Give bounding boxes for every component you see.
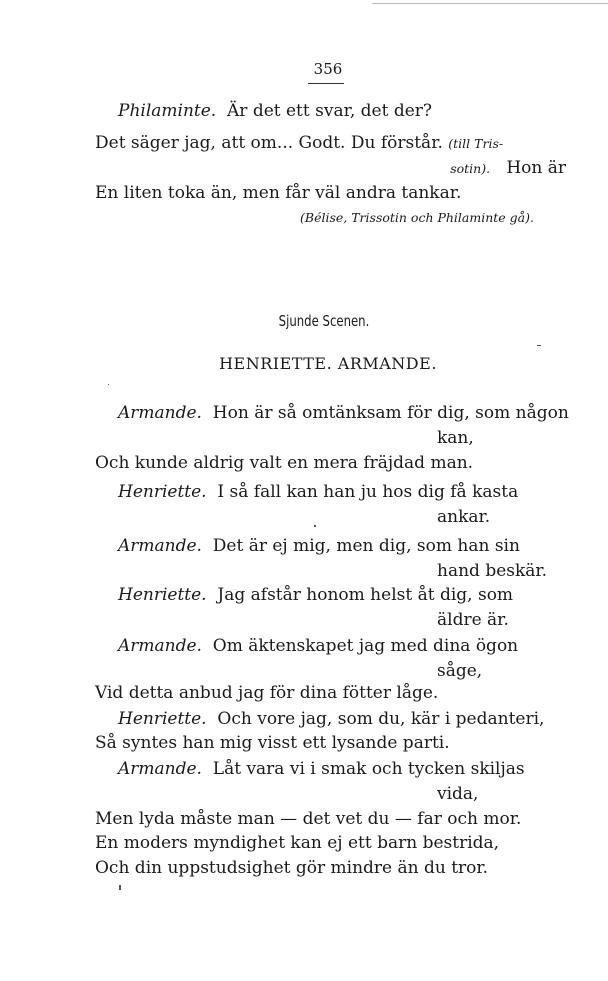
speaker-name: Henriette. [118,709,207,729]
top-rule [372,3,608,4]
verse-line: Så syntes han mig visst ett lysande parti. [95,733,450,753]
verse-line [95,135,503,152]
verse-continuation: ankar. [437,507,491,527]
scene-title: Sjunde Scenen. [278,312,370,330]
verse-continuation: hand beskär. [437,561,548,581]
verse-line [118,484,518,501]
verse-text: Är det ett svar, det der? [227,101,433,121]
stage-direction: (Bélise, Trissotin och Philaminte gå). [300,210,534,225]
page-number: 356 [313,60,343,78]
verse-text: Hon är så omtänksam för dig, som någon [212,403,569,423]
verse-line [440,160,566,177]
verse-continuation: vida, [437,784,479,804]
verse-line: Och kunde aldrig valt en mera fräjdad man. [95,453,474,473]
verse-line: Och din uppstudsighet gör mindre än du tror. [95,858,489,878]
speck [108,384,109,385]
verse-continuation: såge, [437,661,483,681]
stage-direction: sotin). [450,161,491,176]
verse-line: Vid detta anbud jag för dina fötter låge. [95,683,439,703]
verse-line [118,587,513,604]
verse-line: En moders myndighet kan ej ett barn bestrida, [95,833,500,853]
verse-line [118,538,520,555]
verse-line: Men lyda måste man — det vet du — far och mor. [95,809,522,829]
speaker-name: Armande. [118,759,202,779]
verse-continuation: äldre är. [437,610,509,630]
page-number-rule [308,83,344,84]
speaker-name: Armande. [118,536,202,556]
speaker-name: Henriette. [118,585,207,605]
speck [537,345,541,346]
verse-text: Om äktenskapet jag med dina ögon [212,636,519,656]
verse-line [118,761,525,778]
verse-text: I så fall kan han ju hos dig få kasta [217,482,519,502]
verse-line [118,711,544,728]
verse-text: Och vore jag, som du, kär i pedanteri, [217,709,545,729]
stage-direction: (till Tris- [448,136,504,151]
verse-text: En liten toka än, men får väl andra tankar. [95,183,462,203]
verse-line [118,103,432,120]
verse-line [118,638,518,655]
verse-continuation: kan, [437,428,474,448]
verse-text: Låt vara vi i smak och tycken skiljas [212,759,525,779]
verse-text: Hon är [506,158,566,178]
verse-line [118,405,569,422]
speaker-name: Henriette. [118,482,207,502]
verse-line [95,185,461,202]
speaker-name: Armande. [118,403,202,423]
verse-text: Jag afstår honom helst åt dig, som [217,585,514,605]
speaker-name: Philaminte. [118,101,217,121]
speaker-name: Armande. [118,636,202,656]
scene-characters: HENRIETTE. ARMANDE. [219,354,437,373]
verse-text: Det är ej mig, men dig, som han sin [212,536,520,556]
speck [119,885,121,890]
verse-text: Det säger jag, att om... Godt. Du förstår. [95,133,443,153]
speck [314,525,316,527]
